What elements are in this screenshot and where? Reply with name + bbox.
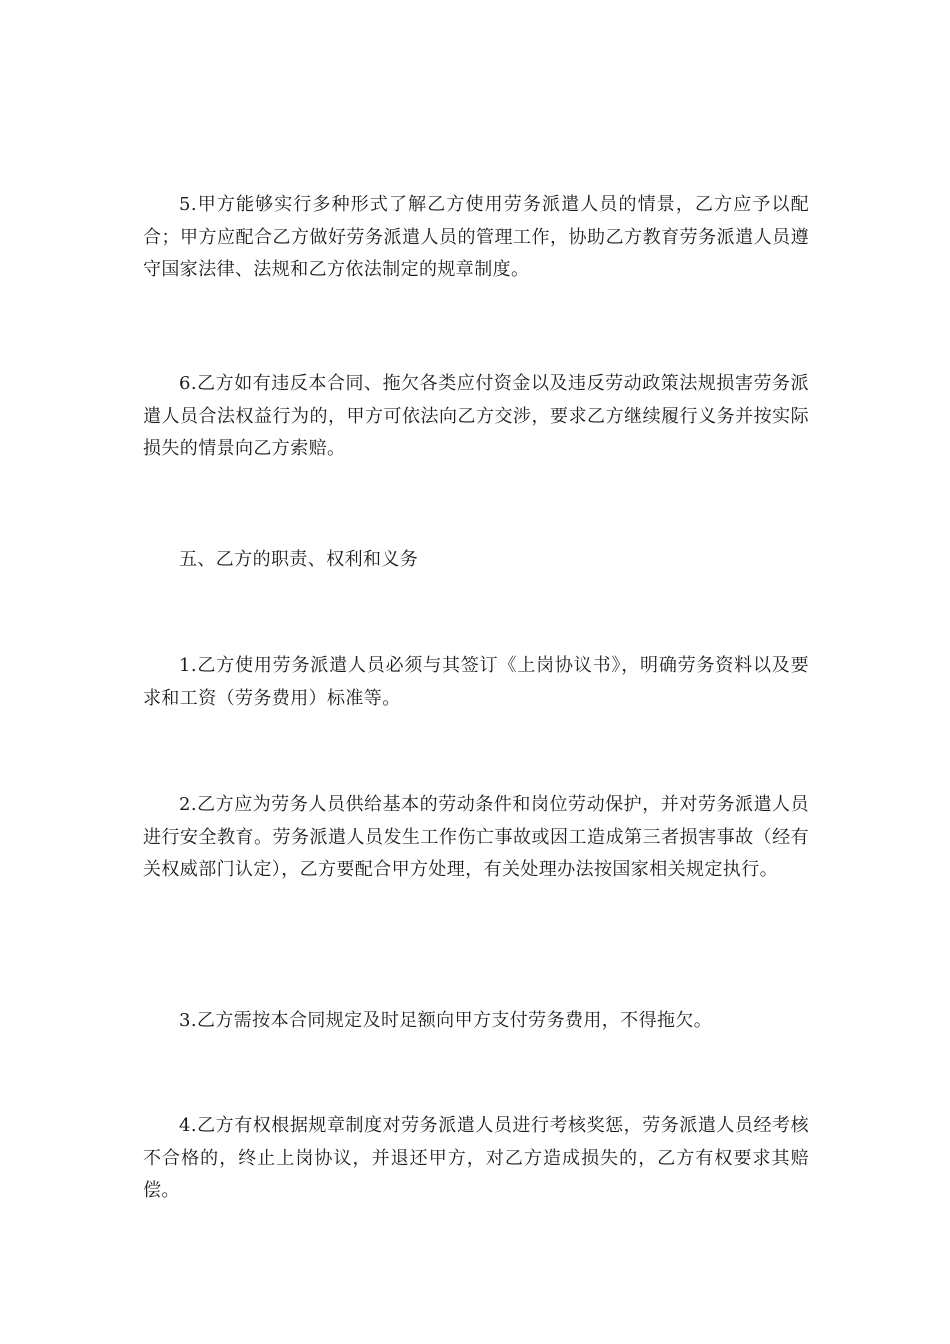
section-heading: 五、乙方的职责、权利和义务: [179, 549, 419, 570]
clause-b4-paragraph: 4.乙方有权根据规章制度对劳务派遣人员进行考核奖惩，劳务派遣人员经考核不合格的，终止上岗协议，并退还甲方，对乙方造成损失的，乙方有权要求其赔偿。: [143, 1115, 809, 1201]
clause-b2-paragraph: 2.乙方应为劳务人员供给基本的劳动条件和岗位劳动保护，并对劳务派遣人员进行安全教育。劳务派遣人员发生工作伤亡事故或因工造成第三者损害事故（经有关权威部门认定），乙方要配合甲方处理，有关处理办法按国家相关规定执行。: [143, 794, 809, 880]
clause-b1-paragraph: 1.乙方使用劳务派遣人员必须与其签订《上岗协议书》，明确劳务资料以及要求和工资（劳务费用）标准等。: [143, 655, 809, 709]
clause-a6-paragraph: 6.乙方如有违反本合同、拖欠各类应付资金以及违反劳动政策法规损害劳务派遣人员合法权益行为的，甲方可依法向乙方交涉，要求乙方继续履行义务并按实际损失的情景向乙方索赔。: [143, 373, 809, 459]
clause-a5-paragraph: 5.甲方能够实行多种形式了解乙方使用劳务派遣人员的情景，乙方应予以配合；甲方应配合乙方做好劳务派遣人员的管理工作，协助乙方教育劳务派遣人员遵守国家法律、法规和乙方依法制定的规章制度。: [143, 194, 809, 280]
clause-b3-paragraph: 3.乙方需按本合同规定及时足额向甲方支付劳务费用，不得拖欠。: [179, 1010, 713, 1031]
